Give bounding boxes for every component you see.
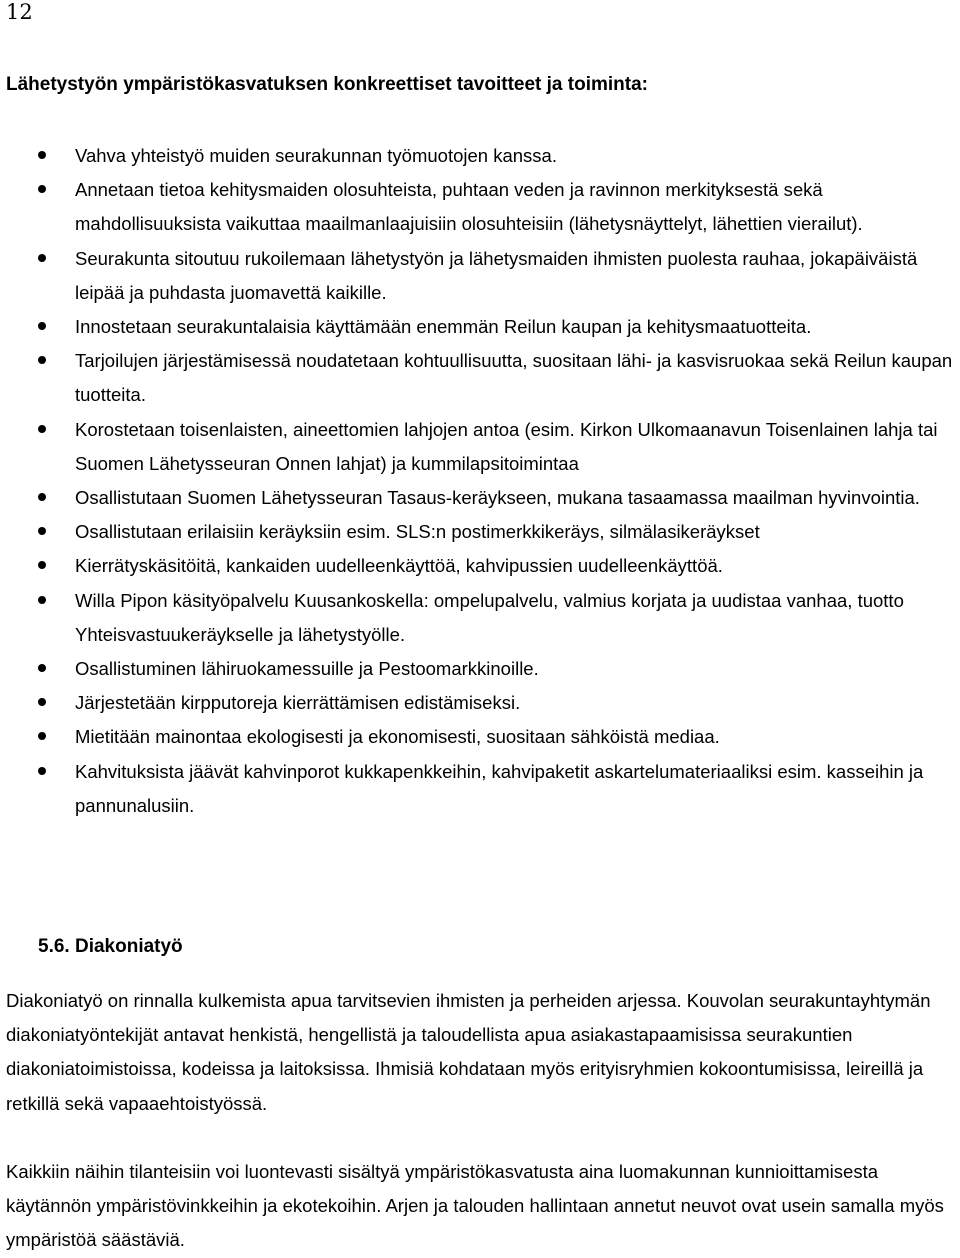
bullet-icon [38, 664, 46, 672]
list-item [0, 515, 955, 549]
section-heading-diakonia: 5.6. Diakoniatyö [38, 936, 183, 957]
bullet-icon [38, 254, 46, 262]
list-item [0, 481, 955, 515]
list-item [0, 549, 955, 583]
bullet-icon [38, 493, 46, 501]
section-heading-goals: Lähetystyön ympäristökasvatuksen konkreettiset tavoitteet ja toiminta: [6, 74, 648, 95]
list-item-text: Vahva yhteistyö muiden seurakunnan työmuotojen kanssa. [75, 145, 557, 166]
bullet-icon [38, 561, 46, 569]
list-item-text: Osallistutaan erilaisiin keräyksiin esim. SLS:n postimerkkikeräys, silmälasikeräykset [75, 521, 760, 543]
list-item [0, 139, 955, 173]
page-number: 12 [6, 0, 33, 24]
list-item-text: Korostetaan toisenlaisten, aineettomien lahjojen antoa (esim. Kirkon Ulkomaanavun Toisenlainen lahja tai Suomen Lähetysseuran Onnen lahjat) ja kummilapsitoimintaa [75, 418, 938, 474]
list-item-text: Innostetaan seurakuntalaisia käyttämään enemmän Reilun kaupan ja kehitysmaatuotteita. [75, 316, 812, 338]
list-item-text: Annetaan tietoa kehitysmaiden olosuhteista, puhtaan veden ja ravinnon merkityksestä sekä mahdollisuuksista vaikuttaa maailmanlaajuisiin olosuhteisiin (lähetysnäyttelyt, lähettien vierailut). [75, 179, 863, 235]
list-item [0, 755, 955, 823]
bullet-icon [38, 732, 46, 740]
list-item-text: Kierrätyskäsitöitä, kankaiden uudelleenkäyttöä, kahvipussien uudelleenkäyttöä. [75, 555, 723, 577]
list-item [0, 652, 955, 686]
paragraph: Diakoniatyö on rinnalla kulkemista apua tarvitsevien ihmisten ja perheiden arjessa. Kouvolan seurakuntayhtymän diakoniatyöntekijät antavat henkistä, hengellistä ja taloudellista apua asiakastapaamisissa seurakuntien diakoniatoimistoissa, kodeissa ja laitoksissa. Ihmisiä kohdataan myös erityisryhmien kokoontumisissa, leireillä ja retkillä sekä vapaaehtoistyössä. [6, 990, 931, 1114]
paragraph: Kaikkiin näihin tilanteisiin voi luontevasti sisältyä ympäristökasvatusta aina luomakunnan kunnioittamisesta käytännön ympäristövinkkeihin ja ekotekoihin. Arjen ja talouden hallintaan annetut neuvot ovat usein samalla myös ympäristöä säästäviä. [6, 1161, 944, 1251]
goals-list [0, 139, 955, 823]
list-item-text: Järjestetään kirpputoreja kierrättämisen edistämiseksi. [75, 692, 521, 714]
list-item-text: Seurakunta sitoutuu rukoilemaan lähetystyön ja lähetysmaiden ihmisten puolesta rauhaa, jokapäiväistä leipää ja puhdasta juomavettä kaikille. [75, 247, 918, 303]
bullet-icon [38, 356, 46, 364]
list-item [0, 584, 955, 652]
list-item-text: Osallistuminen lähiruokamessuille ja Pestoomarkkinoille. [75, 658, 539, 680]
list-item [0, 310, 955, 344]
list-item [0, 344, 955, 412]
list-item-text: Osallistutaan Suomen Lähetysseuran Tasaus-keräykseen, mukana tasaamassa maailman hyvinvointia. [75, 487, 920, 509]
list-item [0, 413, 955, 481]
bullet-icon [38, 527, 46, 535]
list-item-text: Kahvituksista jäävät kahvinporot kukkapenkkeihin, kahvipaketit askartelumateriaaliksi esim. kasseihin ja pannunalusiin. [75, 760, 924, 816]
bullet-icon [38, 425, 46, 433]
bullet-icon [38, 151, 46, 159]
bullet-icon [38, 185, 46, 193]
list-item [0, 242, 955, 310]
bullet-icon [38, 767, 46, 775]
list-item-text: Willa Pipon käsityöpalvelu Kuusankoskella: ompelupalvelu, valmius korjata ja uudistaa vanhaa, tuotto Yhteisvastuukeräykselle ja lähetystyölle. [75, 589, 904, 645]
list-item-text: Tarjoilujen järjestämisessä noudatetaan kohtuullisuutta, suositaan lähi- ja kasvisruokaa sekä Reilun kaupan tuotteita. [75, 350, 953, 406]
list-item [0, 173, 955, 241]
bullet-icon [38, 596, 46, 604]
bullet-icon [38, 322, 46, 330]
bullet-icon [38, 698, 46, 706]
list-item-text: Mietitään mainontaa ekologisesti ja ekonomisesti, suositaan sähköistä mediaa. [75, 726, 720, 748]
list-item [0, 720, 955, 754]
list-item [0, 686, 955, 720]
